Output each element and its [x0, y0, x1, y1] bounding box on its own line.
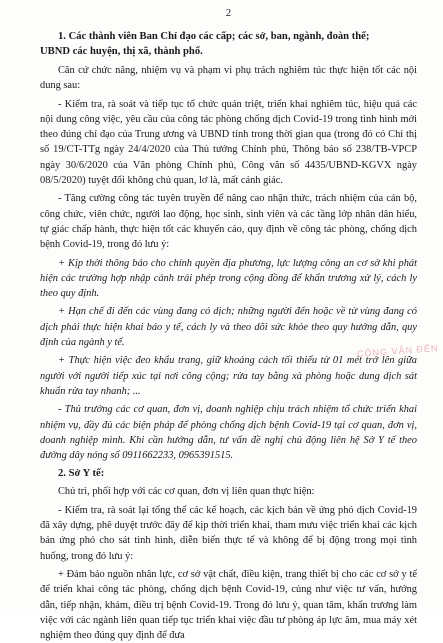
body-paragraph: Căn cứ chức năng, nhiệm vụ và phạm vi phụ trách nghiêm túc thực hiện tốt các nội dung sau: [40, 65, 417, 92]
italic-paragraph: + Thực hiện việc đeo khẩu trang, giữ khoảng cách tối thiểu từ 01 mét trở lên giữa người với người tiếp xúc tại nơi công cộng; rửa tay bằng xà phòng hoặc dung dịch sát khuẩn rửa tay nhanh; ... [40, 355, 417, 397]
body-paragraph: + Đảm bảo nguồn nhân lực, cơ sở vật chất, điều kiện, trang thiết bị cho các cơ sở y tế để triển khai công tác phòng, chống dịch bệnh Covid-19, củng như việc tư vấn, hướng dẫn, tiếp nhận, khám, điều trị bệnh Covid-19. Trong đó lưu ý, quan tâm, khẩn trương làm việc với các ngành liên quan tiếp tục triển khai việc đầu tư phòng áp lực âm, mua máy xét nghiệm theo đúng quy định để đưa [40, 568, 417, 642]
section-1-heading-line-2: UBND các huyện, thị xã, thành phố. [40, 46, 203, 57]
body-paragraph: - Tăng cường công tác tuyên truyền để nâng cao nhận thức, trách nhiệm của cán bộ, công chức, viên chức, người lao động, học sinh, sinh viên và các tầng lớp nhân dân hiểu, tự giác chấp hành, thực hiện tốt các khuyến cáo, quy định về công tác phòng, chống dịch bệnh Covid-19, trong đó lưu ý: [40, 193, 417, 251]
section-2-heading: 2. Sở Y tế: [58, 468, 105, 480]
body-paragraph: - Kiểm tra, rà soát và tiếp tục tổ chức quán triệt, triển khai nghiêm túc, hiệu quả các nội dung công việc, yêu cầu của công tác phòng chống dịch Covid-19 trong tình hình mới theo đúng chỉ đạo của Trung ương và UBND tỉnh trong thời gian qua (trong đó có Chỉ thị số 19/CT-TTg ngày 24/4/2020 của Thủ tướng Chính phủ, Thông báo số 238/TB-VPCP ngày 30/6/2020 của Văn phòng Chính phủ, Công văn số 4435/UBND-KGVX ngày 08/5/2020) tuyệt đối không chủ quan, lơ là, mất cảnh giác. [40, 98, 417, 187]
italic-paragraph: + Kịp thời thông báo cho chính quyền địa phương, lực lượng công an cơ sở khi phát hiện các trường hợp nhập cảnh trái phép trong cộng đồng để khẩn trương xử lý, cách ly theo quy định. [40, 257, 417, 300]
body-paragraph: - Kiểm tra, rà soát lại tổng thể các kế hoạch, các kịch bản về ứng phó dịch Covid-19 đã xây dựng, phê duyệt trước đây để kịp thời triển khai, tham mưu việc triển khai các kịch bản ứng phó cho sát tình hình, diễn biến thực tế và không để bị động trong mọi tình huống, trong đó lưu ý: [40, 504, 417, 562]
section-1-heading-line-1: 1. Các thành viên Ban Chỉ đạo các cấp; các sở, ban, ngành, đoàn thể; [58, 31, 370, 42]
page-number: 2 [225, 8, 232, 19]
body-paragraph: - Thủ trưởng các cơ quan, đơn vị, doanh nghiệp chịu trách nhiệm tổ chức triển khai nhiệm vụ, đầy đủ các biện pháp để phòng chống dịch bệnh Covid-19 tại cơ quan, đơn vị, doanh nghiệp mình. Khi cần hướng dẫn, tư vấn đề nghị chủ động liên hệ Sở Y tế theo đường dây nóng số 0911662233, 0965391515. [40, 404, 417, 462]
body-paragraph: Chủ trì, phối hợp với các cơ quan, đơn vị liên quan thực hiện: [58, 486, 315, 498]
received-stamp: CÔNG VĂN ĐẾN [357, 343, 440, 359]
italic-paragraph: + Hạn chế đi đến các vùng đang có dịch; những người đến hoặc về từ vùng đang có dịch phải thực hiện khai báo y tế, cách ly và theo dõi sức khỏe theo quy hướng dẫn, quy định của ngành y tế. [40, 306, 417, 349]
